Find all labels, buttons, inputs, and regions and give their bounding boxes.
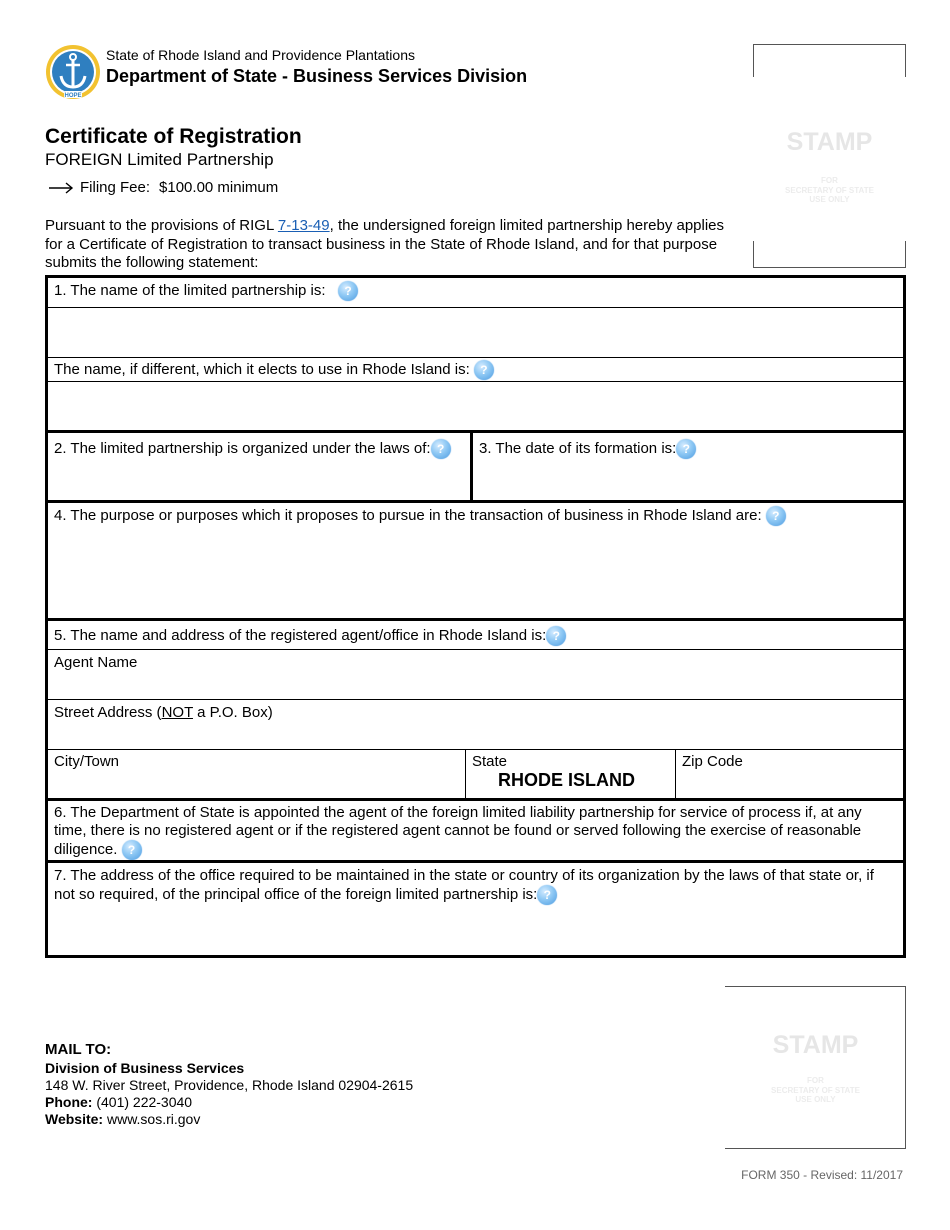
filing-fee-value: $100.00 minimum [159,179,279,196]
alternate-name-label: The name, if different, which it elects to use in Rhode Island is: [54,360,470,378]
mail-to-heading: MAIL TO: [45,1041,112,1058]
help-icon[interactable]: ? [537,885,557,905]
agent-name-field[interactable] [48,649,903,699]
stamp-note-line: SECRETARY OF STATE [771,1085,860,1095]
street-label-end: a P.O. Box) [192,704,273,721]
filing-fee-label: Filing Fee: [80,179,151,196]
street-label-not: NOT [161,704,193,721]
city-state-zip-row [48,749,903,798]
question-1-label: 1. The name of the limited partnership is: [54,281,326,299]
intro-text-end: , the undersigned foreign limited partnership hereby applies for a Certificate of Registration to transact business in the State of Rhode Island, and for that purpose submits the following statement: [45,217,725,271]
svg-text:HOPE: HOPE [64,93,82,99]
zip-code-label: Zip Code [682,753,743,770]
state-name-line: State of Rhode Island and Providence Plantations [106,47,415,63]
rhode-island-seal-logo [45,44,101,100]
stamp-note-line: FOR [821,176,838,185]
stamp-note-line: USE ONLY [795,1095,836,1104]
jurisdiction-date-row [48,430,903,500]
stamp-area-bottom [725,1028,906,1118]
mail-phone [45,1094,192,1110]
phone-label: Phone: [45,1094,93,1110]
stamp-note [725,1076,906,1105]
street-address-label [54,704,273,722]
jurisdiction-field[interactable] [54,439,451,459]
state-field [465,750,675,798]
question-6-label: 6. The Department of State is appointed the agent of the foreign limited liability partnership for service of process if, at any time, there is no registered agent or if the registered agent cannot be found or served following the exercise of reasonable diligence. [54,804,862,858]
stamp-watermark: STAMP [772,1031,859,1059]
street-label-start: Street Address ( [54,704,162,721]
form-revision: FORM 350 - Revised: 11/2017 [741,1168,903,1182]
help-icon[interactable]: ? [474,360,494,380]
question-5-label: 5. The name and address of the registered agent/office in Rhode Island is: [54,626,547,644]
help-icon[interactable]: ? [766,506,786,526]
question-7-label: 7. The address of the office required to be maintained in the state or country of its organization by the laws of that state or, if not so required, of the principal office of the foreign limited partnership is: [54,867,874,903]
alternate-name-label-row [48,357,903,381]
help-icon[interactable]: ? [676,439,696,459]
mail-division: Division of Business Services [45,1060,245,1076]
question-3-label: 3. The date of its formation is: [479,439,677,457]
help-icon[interactable]: ? [338,281,358,301]
question-2-label: 2. The limited partnership is organized under the laws of: [54,439,431,457]
form-subtitle: FOREIGN Limited Partnership [45,150,274,169]
phone-number: (401) 222-3040 [92,1094,193,1110]
agent-name-label: Agent Name [54,654,138,671]
help-icon[interactable]: ? [546,626,566,646]
registration-form [45,275,906,958]
city-town-field[interactable] [54,753,119,771]
registered-agent-header-row [48,618,903,649]
form-title: Certificate of Registration [45,125,302,148]
business-purpose-field[interactable] [48,500,903,618]
department-name: Department of State - Business Services Division [106,66,528,86]
stamp-note-line: FOR [807,1076,824,1085]
stamp-note [753,176,906,205]
principal-office-field[interactable] [48,860,903,958]
website-label: Website: [45,1111,104,1127]
alternate-name-field[interactable] [48,381,903,430]
filing-fee-row [48,179,278,196]
stamp-note-line: SECRETARY OF STATE [785,185,874,195]
help-icon[interactable]: ? [122,840,142,860]
mail-website [45,1111,200,1127]
stamp-note-line: USE ONLY [809,195,850,204]
service-of-process-row [48,798,903,860]
website-url: www.sos.ri.gov [103,1111,201,1127]
city-town-label: City/Town [54,753,120,770]
mail-address: 148 W. River Street, Providence, Rhode Island 02904-2615 [45,1077,414,1093]
stamp-box-top-lower [753,241,906,268]
stamp-box-top-upper [753,44,906,77]
state-value: RHODE ISLAND [498,770,636,790]
state-label: State [472,753,508,770]
stamp-watermark: STAMP [786,128,873,156]
formation-date-field[interactable] [470,433,690,500]
question-1-label-row [48,278,903,307]
zip-code-field[interactable] [675,750,903,798]
intro-text-start: Pursuant to the provisions of RIGL [45,217,278,234]
help-icon[interactable]: ? [431,439,451,459]
arrow-right-icon [48,181,74,195]
partnership-name-field[interactable] [48,307,903,357]
rigl-statute-link[interactable]: 7-13-49 [277,217,330,234]
street-address-field[interactable] [48,699,903,749]
question-4-label: 4. The purpose or purposes which it proposes to pursue in the transaction of business in Rhode Island are: [54,506,762,524]
intro-paragraph [45,217,735,273]
stamp-area-top [753,120,906,210]
